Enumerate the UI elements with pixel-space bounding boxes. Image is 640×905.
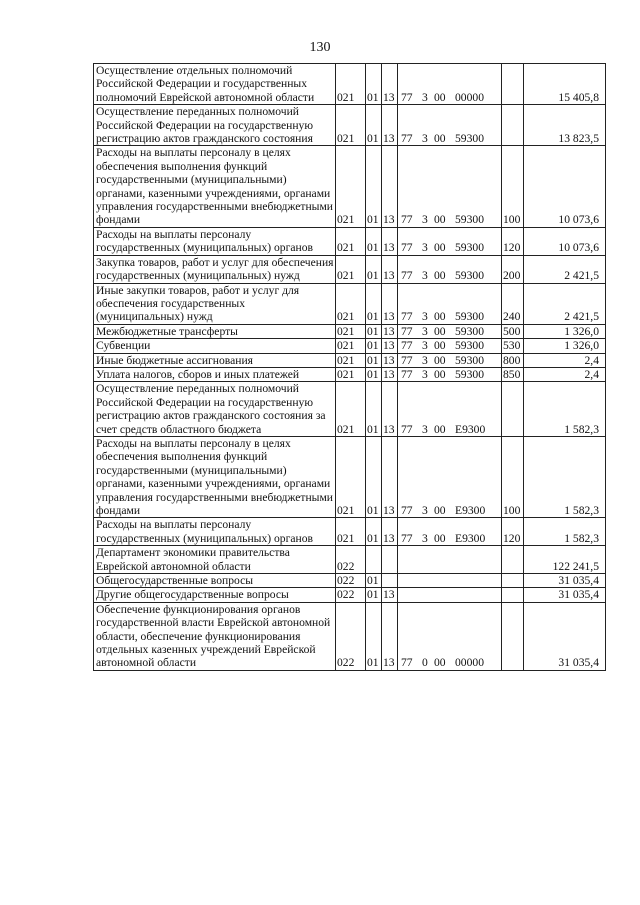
expense-type-cell: 800 xyxy=(502,353,524,367)
target-article-cell xyxy=(398,574,502,588)
expense-type-cell: 530 xyxy=(502,339,524,353)
target-article-cell xyxy=(398,105,502,146)
table-row xyxy=(94,339,606,353)
subsection-code-cell: 13 xyxy=(382,64,398,105)
target-article-part: 77 xyxy=(401,310,413,324)
admin-code-cell: 021 xyxy=(336,146,366,227)
target-article-part: 59300 xyxy=(455,310,484,324)
amount-cell: 1 582,3 xyxy=(524,436,606,517)
subsection-code-cell: 13 xyxy=(382,602,398,670)
target-article-part: 77 xyxy=(401,422,413,436)
target-article-cell xyxy=(398,146,502,227)
amount-cell: 31 035,4 xyxy=(524,574,606,588)
admin-code-cell: 021 xyxy=(336,367,366,381)
expense-type-cell: 100 xyxy=(502,436,524,517)
target-article-part: 59300 xyxy=(455,367,484,381)
target-article-part: 77 xyxy=(401,656,413,670)
target-article-cell xyxy=(398,353,502,367)
subsection-code-cell: 13 xyxy=(382,367,398,381)
table-row xyxy=(94,283,606,324)
admin-code-cell: 021 xyxy=(336,518,366,546)
target-article-part: 77 xyxy=(401,339,413,353)
section-code-cell: 01 xyxy=(366,436,382,517)
amount-cell: 2 421,5 xyxy=(524,283,606,324)
target-article-part: 00 xyxy=(434,353,446,367)
subsection-code-cell xyxy=(382,574,398,588)
table-row xyxy=(94,588,606,602)
subsection-code-cell: 13 xyxy=(382,436,398,517)
amount-cell: 2,4 xyxy=(524,367,606,381)
subsection-code-cell: 13 xyxy=(382,324,398,338)
row-name-cell: Осуществление переданных полномочий Российской Федерации на государственную регистрацию актов гражданского состояния за счет средств областного бюджета xyxy=(94,382,336,437)
row-name-cell: Обеспечение функционирования органов государственной власти Еврейской автономной области, обеспечение функционирования отдельных казенных учреждений Еврейской автономной области xyxy=(94,602,336,670)
subsection-code-cell: 13 xyxy=(382,353,398,367)
section-code-cell: 01 xyxy=(366,382,382,437)
expense-type-cell xyxy=(502,546,524,574)
target-article-part: 00 xyxy=(434,213,446,227)
target-article-part: 59300 xyxy=(455,241,484,255)
row-name-cell: Расходы на выплаты персоналу государственных (муниципальных) органов xyxy=(94,518,336,546)
admin-code-cell: 021 xyxy=(336,339,366,353)
subsection-code-cell: 13 xyxy=(382,382,398,437)
target-article-cell xyxy=(398,324,502,338)
target-article-cell xyxy=(398,436,502,517)
target-article-part: 3 xyxy=(422,367,428,381)
table-row xyxy=(94,518,606,546)
target-article-part: 77 xyxy=(401,353,413,367)
section-code-cell: 01 xyxy=(366,588,382,602)
target-article-part: Е9300 xyxy=(455,504,486,517)
subsection-code-cell: 13 xyxy=(382,588,398,602)
target-article-part: 0 xyxy=(422,656,428,670)
amount-cell: 1 326,0 xyxy=(524,324,606,338)
target-article-part: 77 xyxy=(401,269,413,283)
admin-code-cell: 021 xyxy=(336,283,366,324)
target-article-part: 3 xyxy=(422,213,428,227)
expense-type-cell: 500 xyxy=(502,324,524,338)
section-code-cell: 01 xyxy=(366,255,382,283)
target-article-part: 3 xyxy=(422,339,428,353)
table-row xyxy=(94,324,606,338)
expense-type-cell xyxy=(502,105,524,146)
section-code-cell: 01 xyxy=(366,105,382,146)
expense-type-cell: 120 xyxy=(502,227,524,255)
subsection-code-cell: 13 xyxy=(382,227,398,255)
target-article-cell xyxy=(398,339,502,353)
expense-type-cell xyxy=(502,574,524,588)
amount-cell: 2 421,5 xyxy=(524,255,606,283)
row-name-cell: Закупка товаров, работ и услуг для обеспечения государственных (муниципальных) нужд xyxy=(94,255,336,283)
page-number: 130 xyxy=(309,40,331,55)
amount-cell: 1 582,3 xyxy=(524,518,606,546)
table-row xyxy=(94,436,606,517)
target-article-part: 77 xyxy=(401,241,413,255)
section-code-cell: 01 xyxy=(366,64,382,105)
amount-cell: 13 823,5 xyxy=(524,105,606,146)
amount-cell: 10 073,6 xyxy=(524,227,606,255)
table-row xyxy=(94,64,606,105)
admin-code-cell: 022 xyxy=(336,574,366,588)
admin-code-cell: 021 xyxy=(336,382,366,437)
expense-type-cell: 850 xyxy=(502,367,524,381)
target-article-part: 59300 xyxy=(455,269,484,283)
target-article-cell xyxy=(398,382,502,437)
target-article-part: 00 xyxy=(434,310,446,324)
expense-type-cell xyxy=(502,382,524,437)
row-name-cell: Расходы на выплаты персоналу в целях обеспечения выполнения функций государственными (муниципальными) органами, казенными учреждениями, органами управления государственными внебюджетными фондами xyxy=(94,436,336,517)
expense-type-cell xyxy=(502,602,524,670)
target-article-cell xyxy=(398,518,502,546)
target-article-part: 59300 xyxy=(455,324,484,338)
target-article-part: 59300 xyxy=(455,132,484,146)
subsection-code-cell: 13 xyxy=(382,283,398,324)
admin-code-cell: 022 xyxy=(336,602,366,670)
target-article-cell xyxy=(398,588,502,602)
amount-cell: 1 326,0 xyxy=(524,339,606,353)
budget-table xyxy=(93,63,606,671)
target-article-part: 00 xyxy=(434,339,446,353)
section-code-cell: 01 xyxy=(366,518,382,546)
row-name-cell: Уплата налогов, сборов и иных платежей xyxy=(94,367,336,381)
admin-code-cell: 021 xyxy=(336,353,366,367)
admin-code-cell: 022 xyxy=(336,588,366,602)
target-article-part: 77 xyxy=(401,504,413,517)
target-article-part: 00 xyxy=(434,269,446,283)
subsection-code-cell xyxy=(382,546,398,574)
table-row xyxy=(94,146,606,227)
row-name-cell: Иные бюджетные ассигнования xyxy=(94,353,336,367)
target-article-cell xyxy=(398,602,502,670)
row-name-cell: Межбюджетные трансферты xyxy=(94,324,336,338)
target-article-part: 77 xyxy=(401,90,413,104)
amount-cell: 31 035,4 xyxy=(524,602,606,670)
subsection-code-cell: 13 xyxy=(382,146,398,227)
amount-cell: 1 582,3 xyxy=(524,382,606,437)
admin-code-cell: 021 xyxy=(336,436,366,517)
amount-cell: 15 405,8 xyxy=(524,64,606,105)
expense-type-cell: 240 xyxy=(502,283,524,324)
table-row xyxy=(94,546,606,574)
row-name-cell: Субвенции xyxy=(94,339,336,353)
target-article-part: 3 xyxy=(422,269,428,283)
section-code-cell: 01 xyxy=(366,353,382,367)
target-article-part: 3 xyxy=(422,353,428,367)
target-article-part: 77 xyxy=(401,367,413,381)
row-name-cell: Общегосударственные вопросы xyxy=(94,574,336,588)
row-name-cell: Осуществление отдельных полномочий Российской Федерации и государственных полномочий Еврейской автономной области xyxy=(94,64,336,105)
target-article-part: 00 xyxy=(434,504,446,517)
target-article-part: 3 xyxy=(422,531,428,545)
section-code-cell xyxy=(366,546,382,574)
amount-cell: 2,4 xyxy=(524,353,606,367)
admin-code-cell: 021 xyxy=(336,324,366,338)
target-article-part: 00 xyxy=(434,422,446,436)
section-code-cell: 01 xyxy=(366,324,382,338)
admin-code-cell: 021 xyxy=(336,255,366,283)
admin-code-cell: 021 xyxy=(336,227,366,255)
target-article-part: 00 xyxy=(434,90,446,104)
row-name-cell: Департамент экономики правительства Еврейской автономной области xyxy=(94,546,336,574)
table-row xyxy=(94,367,606,381)
admin-code-cell: 021 xyxy=(336,64,366,105)
section-code-cell: 01 xyxy=(366,367,382,381)
target-article-part: 59300 xyxy=(455,353,484,367)
target-article-part: 77 xyxy=(401,132,413,146)
target-article-part: 00 xyxy=(434,656,446,670)
target-article-part: 3 xyxy=(422,132,428,146)
target-article-cell xyxy=(398,255,502,283)
target-article-part: 3 xyxy=(422,504,428,517)
table-row xyxy=(94,227,606,255)
target-article-part: 00 xyxy=(434,132,446,146)
row-name-cell: Расходы на выплаты персоналу государственных (муниципальных) органов xyxy=(94,227,336,255)
subsection-code-cell: 13 xyxy=(382,518,398,546)
expense-type-cell: 100 xyxy=(502,146,524,227)
target-article-cell xyxy=(398,227,502,255)
amount-cell: 122 241,5 xyxy=(524,546,606,574)
table-row xyxy=(94,602,606,670)
section-code-cell: 01 xyxy=(366,283,382,324)
subsection-code-cell: 13 xyxy=(382,339,398,353)
section-code-cell: 01 xyxy=(366,146,382,227)
row-name-cell: Другие общегосударственные вопросы xyxy=(94,588,336,602)
expense-type-cell xyxy=(502,588,524,602)
target-article-part: 3 xyxy=(422,90,428,104)
row-name-cell: Расходы на выплаты персоналу в целях обеспечения выполнения функций государственными (муниципальными) органами, казенными учреждениями, органами управления государственными внебюджетными фондами xyxy=(94,146,336,227)
target-article-part: 00 xyxy=(434,324,446,338)
section-code-cell: 01 xyxy=(366,574,382,588)
target-article-part: 00 xyxy=(434,531,446,545)
target-article-part: 77 xyxy=(401,531,413,545)
section-code-cell: 01 xyxy=(366,602,382,670)
target-article-part: 3 xyxy=(422,310,428,324)
target-article-part: 77 xyxy=(401,213,413,227)
table-row xyxy=(94,574,606,588)
row-name-cell: Осуществление переданных полномочий Российской Федерации на государственную регистрацию актов гражданского состояния xyxy=(94,105,336,146)
subsection-code-cell: 13 xyxy=(382,255,398,283)
expense-type-cell: 200 xyxy=(502,255,524,283)
admin-code-cell: 022 xyxy=(336,546,366,574)
target-article-part: 00 xyxy=(434,367,446,381)
target-article-part: 3 xyxy=(422,324,428,338)
admin-code-cell: 021 xyxy=(336,105,366,146)
target-article-cell xyxy=(398,64,502,105)
section-code-cell: 01 xyxy=(366,227,382,255)
table-row xyxy=(94,353,606,367)
subsection-code-cell: 13 xyxy=(382,105,398,146)
target-article-part: 3 xyxy=(422,241,428,255)
target-article-part: 00000 xyxy=(455,90,484,104)
target-article-part: 3 xyxy=(422,422,428,436)
row-name-cell: Иные закупки товаров, работ и услуг для обеспечения государственных (муниципальных) нужд xyxy=(94,283,336,324)
amount-cell: 31 035,4 xyxy=(524,588,606,602)
expense-type-cell: 120 xyxy=(502,518,524,546)
target-article-part: 59300 xyxy=(455,213,484,227)
target-article-part: 00 xyxy=(434,241,446,255)
target-article-part: Е9300 xyxy=(455,422,486,436)
amount-cell: 10 073,6 xyxy=(524,146,606,227)
target-article-part: 77 xyxy=(401,324,413,338)
target-article-part: Е9300 xyxy=(455,531,486,545)
target-article-cell xyxy=(398,367,502,381)
section-code-cell: 01 xyxy=(366,339,382,353)
target-article-cell xyxy=(398,283,502,324)
target-article-part: 59300 xyxy=(455,339,484,353)
table-row xyxy=(94,105,606,146)
table-row xyxy=(94,255,606,283)
table-row xyxy=(94,382,606,437)
target-article-part: 00000 xyxy=(455,656,484,670)
expense-type-cell xyxy=(502,64,524,105)
target-article-cell xyxy=(398,546,502,574)
